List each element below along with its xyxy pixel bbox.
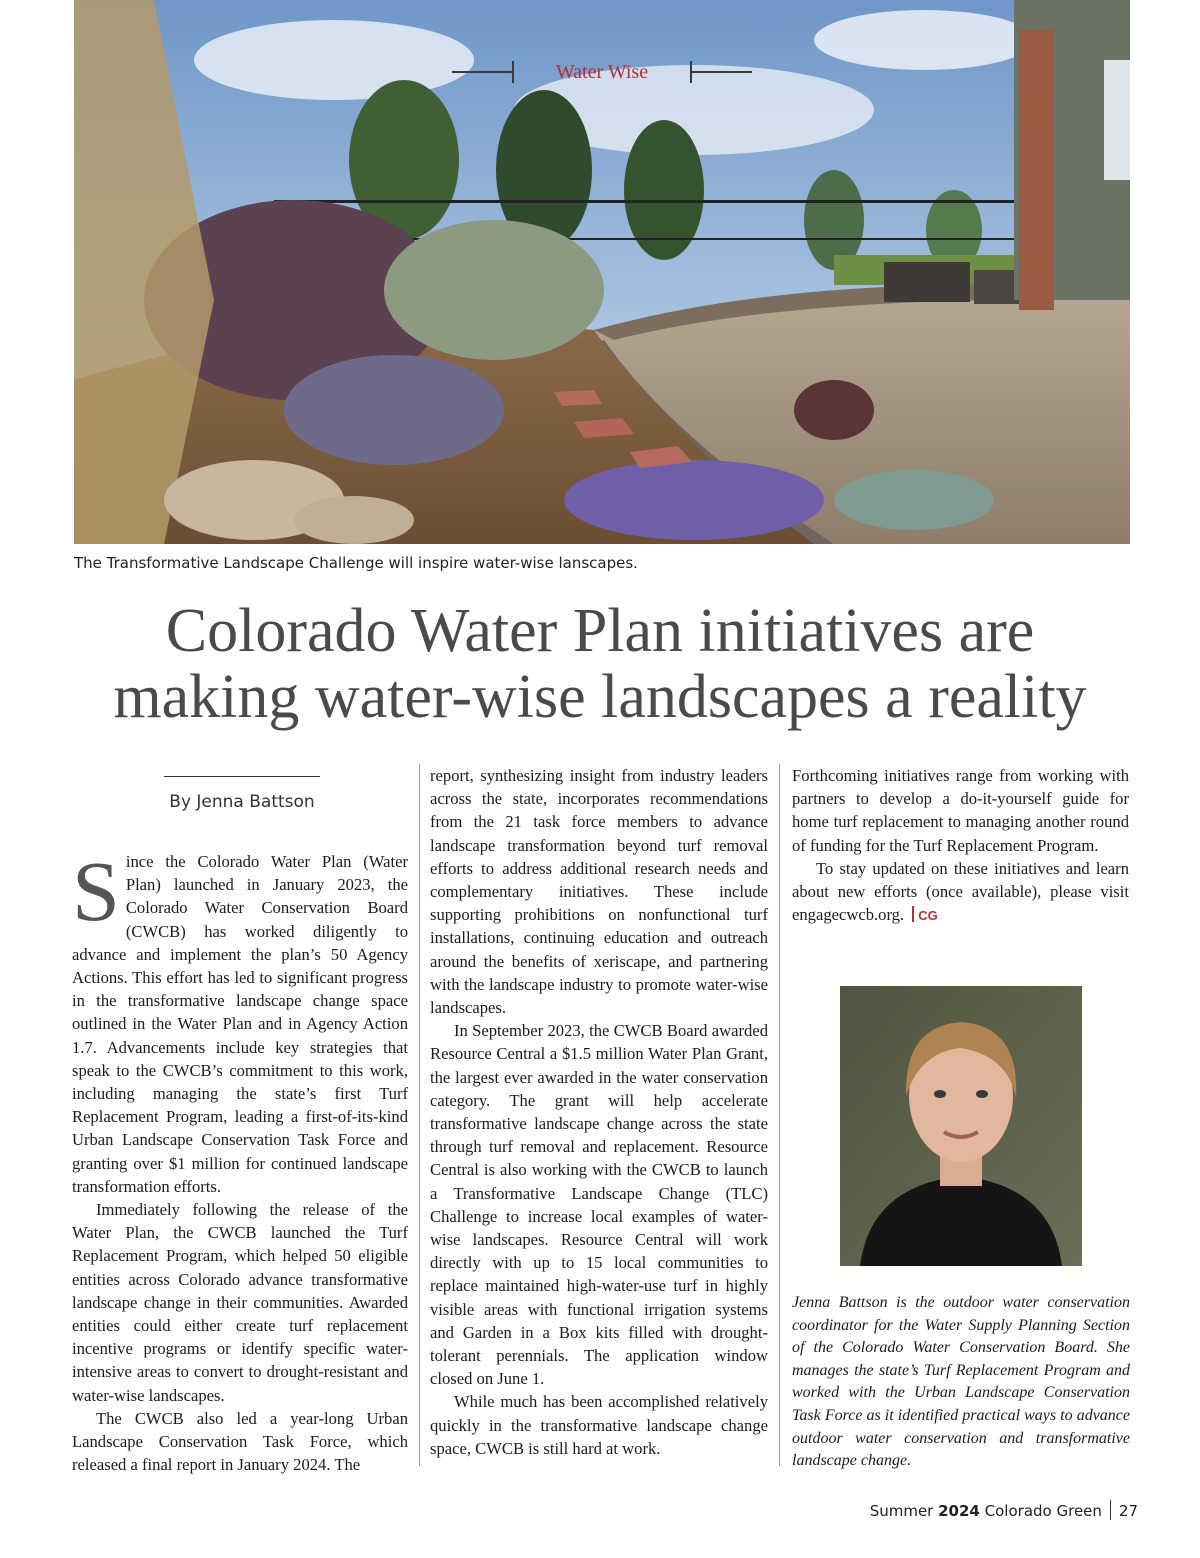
author-bio: Jenna Battson is the outdoor water conservation coordinator for the Water Supply Planning Section of the Colorado Water Conservation Board. She manages the state’s Turf Replacement Program and worked with the Urban Landscape Conservation Task Force as it identified practical ways to advance outdoor water conservation and transformative landscape change. xyxy=(792,1294,1130,1470)
footer-separator xyxy=(1110,1500,1111,1520)
footer-year: 2024 xyxy=(938,1502,980,1520)
page-number: 27 xyxy=(1118,1502,1138,1520)
paragraph: While much has been accomplished relatively quickly in the transformative landscape change space, CWCB is still hard at work. xyxy=(430,1392,768,1458)
headline-line-2: making water-wise landscapes a reality xyxy=(113,663,1087,731)
paragraph-text: To stay updated on these initiatives and learn about new efforts (once available), please visit engagecwcb.org. xyxy=(792,858,1129,925)
column-divider xyxy=(779,764,780,1466)
footer-publication: Colorado Green xyxy=(984,1502,1102,1520)
paragraph xyxy=(72,843,408,1198)
end-mark-bar xyxy=(912,906,914,922)
end-mark: CG xyxy=(918,908,938,924)
byline-rule xyxy=(164,776,320,777)
banner-tick-left xyxy=(512,61,514,83)
footer-season: Summer xyxy=(869,1502,934,1520)
byline: By Jenna Battson xyxy=(169,792,315,812)
banner-rule-right xyxy=(690,71,752,73)
article-headline xyxy=(60,598,1140,730)
photo-caption: The Transformative Landscape Challenge will inspire water-wise lanscapes. xyxy=(74,554,638,572)
headline-line-1: Colorado Water Plan initiatives are xyxy=(165,597,1035,665)
paragraph xyxy=(792,857,1129,928)
column-divider xyxy=(419,764,420,1466)
author-portrait xyxy=(840,986,1082,1266)
article-column-3 xyxy=(792,764,1129,927)
paragraph: Immediately following the release of the Water Plan, the CWCB launched the Turf Replacement Program, which helped 50 eligible entities across Colorado advance transformative landscape change in their communities. Awarded entities could either create turf replacement incentive programs or identify specific water-intensive areas to convert to drought-resistant and water-wise landscapes. xyxy=(72,1200,408,1405)
drop-cap: S xyxy=(72,843,120,939)
banner-rule-left xyxy=(452,71,514,73)
section-label: Water Wise xyxy=(555,61,649,83)
paragraph-text: ince the Colorado Water Plan (Water Plan) launched in January 2023, the Colorado Water Conservation Board (CWCB) has worked diligently to advance and implement the plan’s 50 Agency Actions. This effort has led to significant progress in the transformative landscape change space outlined in the Water Plan and in Agency Action 1.7. Advancements include key strategies that speak to the CWCB’s commitment to this work, including managing the state’s first Turf Replacement Program, leading a first-of-its-kind Urban Landscape Conservation Task Force and granting over $1 million for continued landscape transformation efforts. xyxy=(72,852,408,1196)
article-column-1 xyxy=(72,843,408,1476)
article-column-2 xyxy=(430,764,768,1460)
page-footer xyxy=(870,1500,1138,1520)
paragraph: In September 2023, the CWCB Board awarded Resource Central a $1.5 million Water Plan Grant, the largest ever awarded in the water conservation category. The grant will help accelerate transformative landscape change across the state through turf removal and replacement. Resource Central is also working with the CWCB to launch a Transformative Landscape Change (TLC) Challenge to increase local examples of water-wise landscapes. Resource Central will work directly with up to 15 local communities to replace maintained high-water-use turf in highly visible areas with functional irrigation systems and Garden in a Box kits filled with drought-tolerant perennials. The application window closed on June 1. xyxy=(430,1021,768,1389)
paragraph: report, synthesizing insight from industry leaders across the state, incorporates recommendations from the 21 task force members to advance landscape transformation beyond turf removal efforts to address additional research needs and complementary initiatives. These include supporting prohibitions on nonfunctional turf installations, continuing education and outreach around the benefits of xeriscape, and partnering with the landscape industry to promote water-wise landscapes. xyxy=(430,766,768,1018)
section-banner xyxy=(452,58,752,86)
paragraph: The CWCB also led a year-long Urban Landscape Conservation Task Force, which released a final report in January 2024. The xyxy=(72,1408,408,1475)
paragraph: Forthcoming initiatives range from working with partners to develop a do-it-yourself guide for home turf replacement to managing another round of funding for the Turf Replacement Program. xyxy=(792,766,1129,855)
